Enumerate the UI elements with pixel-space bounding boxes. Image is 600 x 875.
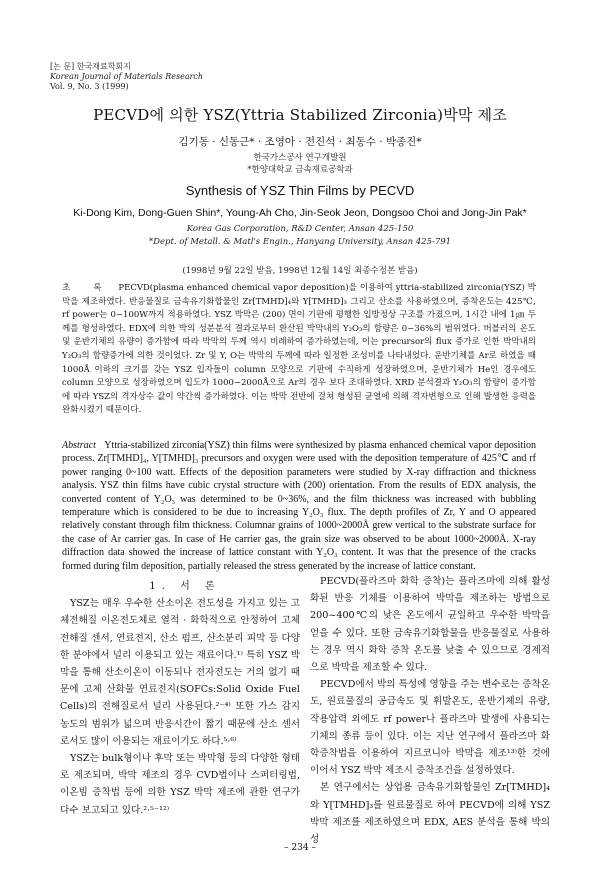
intro-paragraph-3: PECVD(플라즈마 화학 증착)는 플라즈마에 의해 활성화된 반응 기체를 이용하여 박막을 제조하는 방법으로 200~400℃의 낮은 온도에서 균일하고 우수한 박막을 얻을 수 있다. 또한 금속유기화합물을 반응물질로 사용하는 경우 역시 화학 증착 온도를 낮출 수 있으므로 경제적으로 박막을 제조할 수 있다. [310, 576, 550, 674]
affiliation-korean-1: 한국가스공사 연구개발원 [253, 153, 347, 163]
affiliation-english-1: Korea Gas Corporation, R&D Center, Ansan 425-150 [186, 224, 414, 234]
intro-paragraph-2: YSZ는 bulk형이나 후막 또는 박막형 등의 다양한 형태로 제조되며, 박막 제조의 경우 CVD법이나 스퍼터링법, 이온빔 증착법 등에 의한 YSZ 박막 제조에 관한 연구가 다수 보고되고 있다.²·⁵⁻¹²⁾ [60, 753, 300, 816]
journal-name-ko: [논 문] 한국재료학회지 [50, 62, 131, 71]
journal-volume: Vol. 9, No. 3 (1999) [50, 82, 129, 91]
intro-paragraph-1: YSZ는 매우 우수한 산소이온 전도성을 가지고 있는 고체전해질 이온전도체로 열적 · 화학적으로 안정하여 고체전해질 센서, 연료전지, 산소 펌프, 산소분리 피막 등 다양한 분야에서 널리 이용되고 있는 재료이다.¹⁾ 특히 YSZ 박막을 통해 산소이온이 이동되나 전자전도는 거의 없기 때문에 고체 산화물 연료전지(SOFCs:Solid Oxide Fuel Cells)의 전해질로서 널리 사용된다.²⁻⁴⁾ 또한 가스 감지 농도의 범위가 넓으며 반응시간이 짧기 때문에 산소 센서로서도 많이 이용되는 재료이기도 하다.⁵·⁶⁾ [60, 598, 300, 747]
affiliation-korean-2: *한양대학교 금속재료공학과 [247, 165, 353, 175]
abstract-korean-label: 초 록 [62, 283, 112, 293]
intro-paragraph-5: 본 연구에서는 상업용 금속유기화합물인 Zr[TMHD]₄와 Y[TMHD]₃를 원료물질로 하여 PECVD에 의해 YSZ 박막 제조를 제조하였으며 EDX, AES 분석을 통해 박의 성 [310, 782, 550, 846]
abstract-english-text: Yttria-stabilized zirconia(YSZ) thin films were synthesized by plasma enhanced chemical vapor deposition process. Zr[TMHD]₄, Y[TMHD]₃ precursors and oxygen were used with the deposition temperature of 425℃ and rf power ranging 0~100 watt. Effects of the deposition parameters were studied by X-ray diffraction and thickness analysis. YSZ thin films have cubic crystal structure with (200) orientation. From the results of EDX analysis, the converted content of Y₂O₃ was determined to be 0~36%, and the film thickness was increased with bubbling temperature which is considered to be due to increasing Y₂O₃ flux. The depth profiles of Zr, Y and O appeared relatively constant through film thickness. Columnar grains of 1000~2000Å grew vertical to the substrate surface for the case of Ar carrier gas. In case of He carrier gas, the grain size was observed to be about 1000~2000Å. X-ray diffraction data showed the increase of lattice constant with Y₂O₃ content. It was that the presence of the cracks formed during film deposition, partially released the stress generated by the increase of lattice constant. [62, 440, 536, 572]
title-korean: PECVD에 의한 YSZ(Yttria Stabilized Zirconia)박막 제조 [93, 106, 507, 124]
left-column [60, 578, 300, 819]
journal-name-en: Korean Journal of Materials Research [50, 72, 204, 81]
abstract-korean-text: PECVD(plasma enhanced chemical vapor deposition)을 이용하여 yttria-stabilized zirconia(YSZ) 박막을 제조하였다. 반응물질로 금속유기화합물인 Zr[TMHD]₄와 Y[TMHD]₃ 그리고 산소를 사용하였으며, 증착온도는 425℃, rf power는 0~100W까지 적용하였다. YSZ 박막은 (200) 면이 기판에 평행한 입방정상 구조를 가졌으며, 1시간 내에 1㎛ 두께를 형성하였다. EDX에 의한 박의 성분분석 결과로부터 환산된 박막내의 Y₂O₃의 함량은 0~36%의 범위였다. 버블러의 온도 및 운반기체의 유량이 증가함에 따라 박막의 두께 역시 비례하여 증가하였는데, 이는 precursor의 flux 증가로 인한 박막내의 Y₂O₃의 함량증가에 의한 것이었다. Zr 및 Y, O는 박막의 두께에 따라 일정한 조성비를 나타내었다. 운반기체를 Ar로 하였을 때 1000Å 이하의 크기를 갖는 YSZ 입자들이 column 모양으로 기판에 수직하게 성장하였으며, 운반기체가 He인 경우에도 column 모양으로 성장하였으며 입도가 1000~2000Å으로 Ar의 경우 보다 조대하였다. XRD 분석결과 Y₂O₃의 함량이 증가함에 따라 YSZ의 격자상수 값이 약간씩 증가하였다. 이는 박막 전반에 걸쳐 형성된 균열에 의해 격자변형으로 인해 발생한 응력을 완화시켰기 때문이다. [62, 283, 537, 416]
abstract-english-label: Abstract [62, 440, 96, 451]
received-dates: (1998년 9월 22일 받음, 1998년 12월 14일 최종수정본 받음) [182, 266, 418, 276]
section-heading-introduction: 1. 서 론 [149, 581, 221, 592]
authors-english: Ki-Dong Kim, Dong-Guen Shin*, Young-Ah Cho, Jin-Seok Jeon, Dongsoo Choi and Jong-Jin Pak* [73, 207, 527, 219]
journal-header [50, 62, 203, 92]
title-english: Synthesis of YSZ Thin Films by PECVD [185, 183, 415, 198]
abstract-korean [62, 282, 536, 418]
authors-korean: 김기동 · 신동근* · 조영아 · 전진석 · 최동수 · 박종진* [178, 136, 422, 148]
abstract-english [62, 439, 536, 573]
affiliation-english-2: *Dept. of Metall. & Matl's Engin., Hanyang University, Ansan 425-791 [148, 237, 452, 247]
right-column [310, 573, 550, 848]
intro-paragraph-4: PECVD에서 박의 특성에 영향을 주는 변수로는 증착온도, 원료물질의 공급속도 및 휘발온도, 운반기체의 유량, 작용압력 외에도 rf power나 플라즈마 발생에 사용되는 기체의 종류 등이 있다. 이는 지난 연구에서 플라즈마 화학증착법을 이용하여 지르코니아 박막을 제조¹³⁾한 것에 이어서 YSZ 박막 제조시 증착조건을 설정하였다. [310, 679, 550, 777]
page-number: – 234 – [284, 843, 316, 853]
